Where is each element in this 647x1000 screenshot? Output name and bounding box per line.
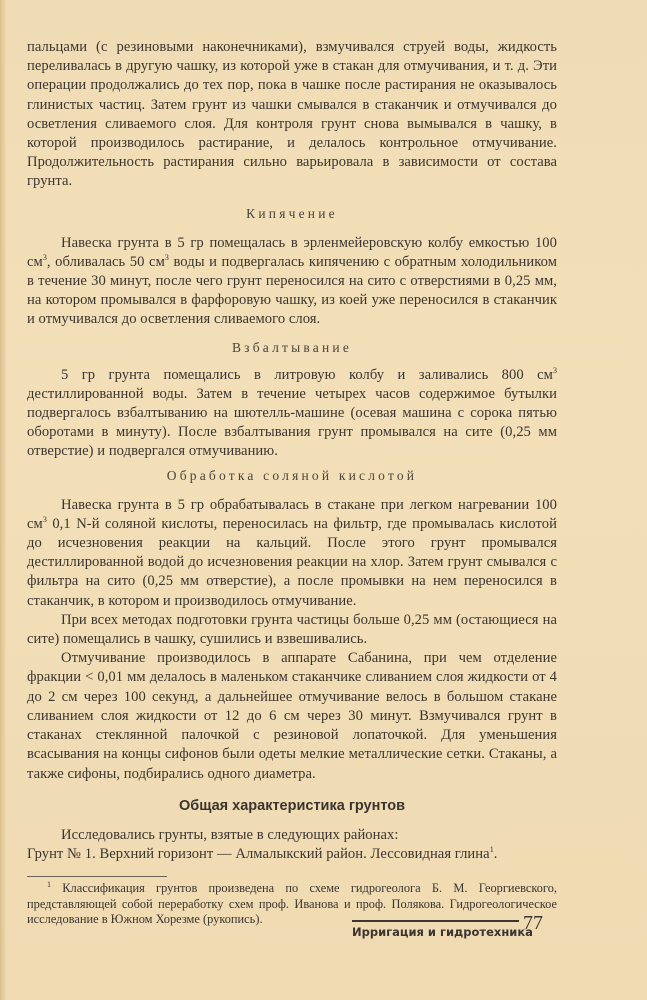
book-page: [27, 38, 557, 927]
list-item-soil-1: Грунт № 1. Верхний горизонт — Алмалыкский район. Лессовидная глина$^1$.: [27, 845, 498, 862]
heading-shaking: Взбалтывание: [231, 339, 353, 355]
paragraph-soil-intro: Исследовались грунты, взятые в следующих районах:: [61, 826, 399, 843]
heading-boiling: Кипячение: [246, 205, 338, 221]
paragraph-shaking: 5 гр грунта помещались в литровую колбу и заливались 800 $см^3$ дестиллированной воды. Затем в течение четырех часов содержимое бутылки подвергалось взбалтыванию на шютелль-машине (осевая машина с сорока пятью оборотами в минуту). После взбалтывания грунт промывался на сите (0,25 мм отверстие) и подвергался отмучиванию.: [27, 365, 557, 460]
heading-acid-treatment: Обработка соляной кислотой: [166, 467, 418, 483]
footnote-ref: 1: [489, 845, 494, 855]
paragraph-acid-treatment: Навеска грунта в 5 гр обрабатывалась в стакане при легком нагревании 100 $см^3$ 0,1 N-й соляной кислоты, переносилась на фильтр, где промывалась кислотой до исчезновения реакции на кальций. После этого грунт промывался дестиллированной водой до исчезновения реакции на хлор. Затем грунт смывался с фильтра на сито (0,25 мм отверстие), а после промывки на нем переносился в стаканчик, в котором и производилось отмучивание.: [27, 496, 557, 609]
footnote-marker: 1: [47, 879, 51, 889]
footnote-divider: [27, 876, 167, 877]
paragraph-boiling: Навеска грунта в 5 гр помещалась в эрленмейеровскую колбу емкостью 100 $см^3$, обливалась 50 $см^3$ воды и подвергалась кипячению с обратным холодильником в течение 30 минут, после чего грунт переносился на сито с отверстиями в 0,25 мм, на котором промывался в фарфоровую чашку, из коей уже переносился в стаканчик и отмучивался до осветления сливаемого слоя.: [27, 234, 557, 328]
running-footer: [352, 912, 552, 941]
paragraph-continued: пальцами (с резиновыми наконечниками), взмучивался струей воды, жидкость переливалась в другую чашку, из которой уже в стакан для отмучивания, и т. д. Эти операции продолжались до тех пор, пока в чашке после растирания не оказывалось глинистых частиц. Затем грунт из чашки смывался в стаканчик и отмучивался до осветления сливаемого слоя. Для контроля грунт снова вымывался в чашку, в которой производилось растирание, и делалось контрольное отмучивание. Продолжительность растирания сильно варьировала в зависимости от состава грунта.: [27, 39, 557, 190]
page-number: 77: [523, 912, 543, 934]
page-spine-shadow: [0, 0, 6, 1000]
journal-title: Ирригация и гидротехника: [352, 925, 533, 939]
heading-soil-characteristics: Общая характеристика грунтов: [178, 797, 406, 814]
footer-rule: [352, 920, 519, 922]
paragraph-all-methods: При всех методах подготовки грунта частицы больше 0,25 мм (остающиеся на сите) помещались в чашку, сушились и взвешивались.: [27, 611, 557, 648]
footnote: $^1$ Классификация грунтов произведена по схеме гидрогеолога Б. М. Георгиевского, представляющей собой переработку схем проф. Иванова и проф. Полякова. Гидрогеологическое исследование в Южном Хорезме (рукопись).: [27, 879, 557, 926]
paragraph-sabanin-apparatus: Отмучивание производилось в аппарате Сабанина, при чем отделение фракции < 0,01 мм делалось в маленьком стаканчике сливанием слоя жидкости от 4 до 2 см через 100 секунд, а дальнейшее отмучивание велось в большом стакане сливанием слоя жидкости от 12 до 6 см через 30 минут. Взмучивался грунт в стаканах стеклянной палочкой с резиновой лопаточкой. Для уменьшения всасывания на концы сифонов были одеты мелкие металлические сетки. Стаканы, а также сифоны, подбирались одного диаметра.: [27, 650, 557, 782]
